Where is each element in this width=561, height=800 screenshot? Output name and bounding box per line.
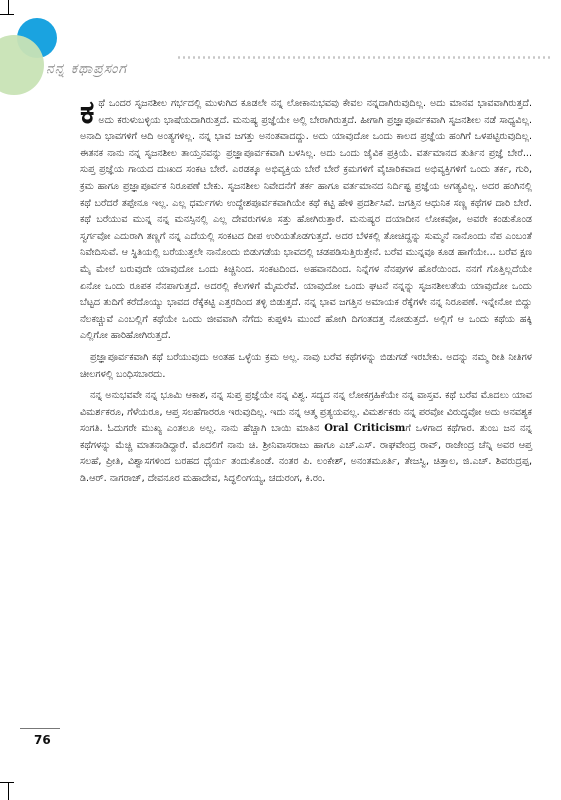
paragraph-2: ಪ್ರಜ್ಞಾಪೂರ್ವಕವಾಗಿ ಕಥೆ ಬರೆಯುವುದು ಅಂತಹ ಒಳ್ಳೆಯ ಕ್ರಮ ಅಲ್ಲ. ನಾವು ಬರೆವ ಕಥೆಗಳನ್ನು ಬಿಡುಗಡೆ ಇರಬೇಕು. ಅದನ್ನು ನಮ್ಮ ರೀತಿ ನೀತಿಗಳ ಚೀಲಗಳಲ್ಲಿ ಬಂಧಿಸಬಾರದು. (80, 351, 532, 380)
paragraph-3 (80, 388, 532, 488)
paragraph-3-text-a: ನನ್ನ ಅನುಭವವೇ ನನ್ನ ಭೂಮಿ ಆಕಾಶ, ನನ್ನ ಸುಪ್ತ ಪ್ರಜ್ಞೆಯೇ ನನ್ನ ವಿಶ್ವ. ಸದ್ಯದ ನನ್ನ ಲೋಕಗ್ರಹಿಕೆಯೇ ನನ್ನ ವಾಸ್ತವ. ಕಥೆ ಬರೆವ ಮೊದಲು ಯಾವ ವಿಮರ್ಶಕರೂ, ಗೆಳೆಯರೂ, ಆಪ್ತ ಸಲಹೆಗಾರರೂ ಇರುವುದಿಲ್ಲ. ಇದು ನನ್ನ ಆತ್ಮ ಪ್ರತ್ಯಯವಲ್ಲ. ವಿಮರ್ಶಕರು ನನ್ನ ಪರವೋ ವಿರುದ್ಧವೋ ಅದು ಅನವಶ್ಯಕ ಸಂಗತಿ. ಓದುಗರೇ ಮುಖ್ಯ ಎಂತಲೂ ಅಲ್ಲ. ನಾನು ಹೆಚ್ಚಾಗಿ ಬಾಯಿ ಮಾತಿನ (80, 390, 532, 435)
drop-cap: ಕ (80, 93, 95, 131)
crop-mark-top-left (8, 0, 9, 14)
oral-criticism-term: Oral Criticism (324, 423, 406, 435)
paragraph-1 (80, 93, 532, 345)
section-heading: ನನ್ನ ಕಥಾಪ್ರಸಂಗ (46, 61, 127, 77)
page-number: 76 (34, 733, 51, 747)
article-body (80, 93, 532, 488)
footer-rule (20, 728, 60, 729)
crop-mark-bottom-left (8, 782, 9, 800)
header-dotted-rule (178, 56, 553, 59)
corner-decoration (0, 0, 60, 110)
paragraph-3-text-b: ಗೆ ಒಳಗಾದ ಕಥೆಗಾರ. ತುಂಬ ಜನ ನನ್ನ ಕಥೆಗಳನ್ನು ಮೆಚ್ಚಿ ಮಾತನಾಡಿದ್ದಾರೆ. ಮೊದಲಿಗೆ ನಾನು ಚಿ. ಶ್ರೀನಿವಾಸರಾಜು ಹಾಗೂ ಎಚ್.ಎಸ್. ರಾಘವೇಂದ್ರ ರಾವ್, ರಾಜೇಂದ್ರ ಚೆನ್ನಿ ಅವರ ಆಪ್ತ ಸಲಹೆ, ಪ್ರೀತಿ, ವಿಶ್ವಾಸಗಳಿಂದ ಬರಹದ ಧೈರ್ಯ ತಂದುಕೊಂಡೆ. ನಂತರ ಪಿ. ಲಂಕೇಶ್, ಅನಂತಮೂರ್ತಿ, ತೇಜಸ್ವಿ, ಚಿತ್ತಾಲ, ಜಿ.ಎಚ್. ಶಿವರುದ್ರಪ್ಪ, ಡಿ.ಆರ್. ನಾಗರಾಜ್, ದೇವನೂರ ಮಹಾದೇವ, ಸಿದ್ಧಲಿಂಗಯ್ಯ, ಚದುರಂಗ, ಕಿ.ರಂ. (80, 423, 532, 485)
paragraph-1-text: ಥೆ ಒಂದರ ಸೃಜನಶೀಲ ಗರ್ಭದಲ್ಲಿ ಮುಳುಗಿದ ಕೂಡಲೇ ನನ್ನ ಲೋಕಾನುಭವವು ಕೇವಲ ನನ್ನದಾಗಿರುವುದಿಲ್ಲ. ಅದು ಮಾನವ ಭಾವವಾಗಿರುತ್ತದೆ. ಅದು ಕರುಳುಬಳ್ಳಿಯ ಭಾಷೆಯದಾಗಿರುತ್ತದೆ. ಮನುಷ್ಯ ಪ್ರಜ್ಞೆಯೇ ಅಲ್ಲಿ ಬೇರಾಗಿರುತ್ತದೆ. ಹೀಗಾಗಿ ಪ್ರಜ್ಞಾಪೂರ್ವಕವಾಗಿ ಸೃಜನಶೀಲ ನಡೆ ಸಾಧ್ಯವಿಲ್ಲ. ಅನಾದಿ ಭಾವಗಳಿಗೆ ಆದಿ ಅಂತ್ಯಗಳಿಲ್ಲ. ನನ್ನ ಭಾವ ಜಗತ್ತು ಅನಂತವಾದದ್ದು. ಅದು ಯಾವುದೋ ಒಂದು ಕಾಲದ ಪ್ರಜ್ಞೆಯ ಹಂಗಿಗೆ ಒಳಪಟ್ಟಿರುವುದಿಲ್ಲ. ಈತನಕ ನಾನು ನನ್ನ ಸೃಜನಶೀಲ ತಾಯ್ತನವನ್ನು ಪ್ರಜ್ಞಾಪೂರ್ವಕವಾಗಿ ಬಳಸಿಲ್ಲ. ಅದು ಒಂದು ಜೈವಿಕ ಪ್ರಕ್ರಿಯೆ. ವರ್ತಮಾನದ ತುರ್ತಿನ ಪ್ರಜ್ಞೆ ಬೇರೆ... ಸುಪ್ತ ಪ್ರಜ್ಞೆಯ ಗಾಯದ ದುಃಖದ ಸಂಕಟ ಬೇರೆ. ಎರಡಕ್ಕೂ ಅಭಿವ್ಯಕ್ತಿಯ ಬೇರೆ ಬೇರೆ ಕ್ರಮಗಳಿಗೆ ವೈಚಾರಿಕವಾದ ಅಭಿವ್ಯಕ್ತಿಗಳಿಗೆ ಒಂದು ತರ್ಕ, ಗುರಿ, ಕ್ರಮ ಹಾಗೂ ಪ್ರಜ್ಞಾಪೂರ್ವಕ ನಿರೂಪಣೆ ಬೇಕು. ಸೃಜನಶೀಲ ನಿವೇದನೆಗೆ ತರ್ಕ ಹಾಗೂ ವರ್ತಮಾನದ ನಿರ್ದಿಷ್ಟ ಪ್ರಜ್ಞೆಯ ಅಗತ್ಯವಿಲ್ಲ. ಅದರ ಹಂಗಿನಲ್ಲಿ ಕಥೆ ಬರೆದರೆ ತಪ್ಪೇನೂ ಇಲ್ಲ. ಎಲ್ಲ ಧರ್ಮಗಳು ಉದ್ದೇಶಪೂರ್ವಕವಾಗಿಯೇ ಕಥೆ ಕಟ್ಟಿ ಹೇಳಿ ಪ್ರದರ್ಶಿಸಿವೆ. ಜಗತ್ತಿನ ಆಧುನಿಕ ಸಣ್ಣ ಕಥೆಗಳ ದಾರಿ ಬೇರೆ. ಕಥೆ ಬರೆಯುವ ಮುನ್ನ ನನ್ನ ಮನಸ್ಸಿನಲ್ಲಿ ಎಲ್ಲ ದೇವರುಗಳೂ ಸತ್ತು ಹೋಗಿರುತ್ತಾರೆ. ಮನುಷ್ಯರ ದಯಾದೀನ ಲೋಕವೋ, ಅವರೇ ಕಂಡುಕೊಂಡ ಸ್ವರ್ಗವೋ ಎದುರಾಗಿ ತಣ್ಣಗೆ ನನ್ನ ಎದೆಯಲ್ಲಿ ಸಂಕಟದ ದೀಪ ಉರಿಯತೊಡಗುತ್ತದೆ. ಅದರ ಬೆಳಕಲ್ಲಿ ತೋಚಿದ್ದನ್ನು ಸುಮ್ಮನೆ ನಾನೊಂದು ನೆಪ ಎಂಬಂತೆ ನಿವೇದಿಸುವೆ. ಆ ಸ್ಥಿತಿಯಲ್ಲಿ ಬರೆಯುತ್ತಲೇ ನಾನೊಂದು ಬಿಡುಗಡೆಯ ಭಾವದಲ್ಲಿ ಚಡಪಡಿಸುತ್ತಿರುತ್ತೇನೆ. ಬರೆವ ಮುನ್ನವೂ ಕೂಡ ಹಾಗೆಯೇ... ಬರೆವ ಕ್ಷಣ ಮೈ ಮೇಲೆ ಬರುವುದೇ ಯಾವುದೋ ಒಂದು ಕಿಚ್ಚಿನಿಂದ. ಸಂಕಟದಿಂದ. ಅಹವಾನದಿಂದ. ನಿನ್ನೆಗಳ ನೆನಪುಗಳ ಹೊರೆಯಿಂದ. ನನಗೆ ಗೊತ್ತಿಲ್ಲದೆಯೇ ಏನೋ ಒಂದು ರೂಪಕ ನೆನಪಾಗುತ್ತದೆ. ಅದರಲ್ಲಿ ಕೆಲಗಳಿಗೆ ಮೈಮರೆವೆ. ಯಾವುದೋ ಒಂದು ಘಟನೆ ನನ್ನನ್ನು ಸೃಜನಶೀಲತೆಯ ಯಾವುದೋ ಒಂದು ಬೆಟ್ಟದ ತುದಿಗೆ ಕರೆದೊಯ್ಯು ಭಾವದ ರೆಕ್ಕೆಕಟ್ಟಿ ಎತ್ತರದಿಂದ ತಳ್ಳಿ ಬಿಡುತ್ತದೆ. ನನ್ನ ಭಾವ ಜಗತ್ತಿನ ಅಮಾಯಕ ರೆಕ್ಕೆಗಳೇ ನನ್ನ ನಿರೂಪಣೆ. ಇನ್ನೇನೋ ಬಿದ್ದು ನೆಲಕಚ್ಚುವೆ ಎಂಬಲ್ಲಿಗೆ ಕಥೆಯೇ ಒಂದು ಜೀವವಾಗಿ ನೆಗೆದು ಕುಪ್ಪಳಿಸಿ ಮುಂದೆ ಹೋಗಿ ದಿಗಂತದತ್ತ ನೋಡುತ್ತದೆ. ಅಲ್ಲಿಗೆ ಆ ಒಂದು ಕಥೆಯ ಹಕ್ಕಿ ಎಲ್ಲಿಗೋ ಹಾರಿಹೋಗಿರುತ್ತದೆ. (80, 98, 532, 342)
crop-mark-bottom-left-h (0, 782, 14, 783)
crop-mark-top-left-h (0, 14, 14, 15)
